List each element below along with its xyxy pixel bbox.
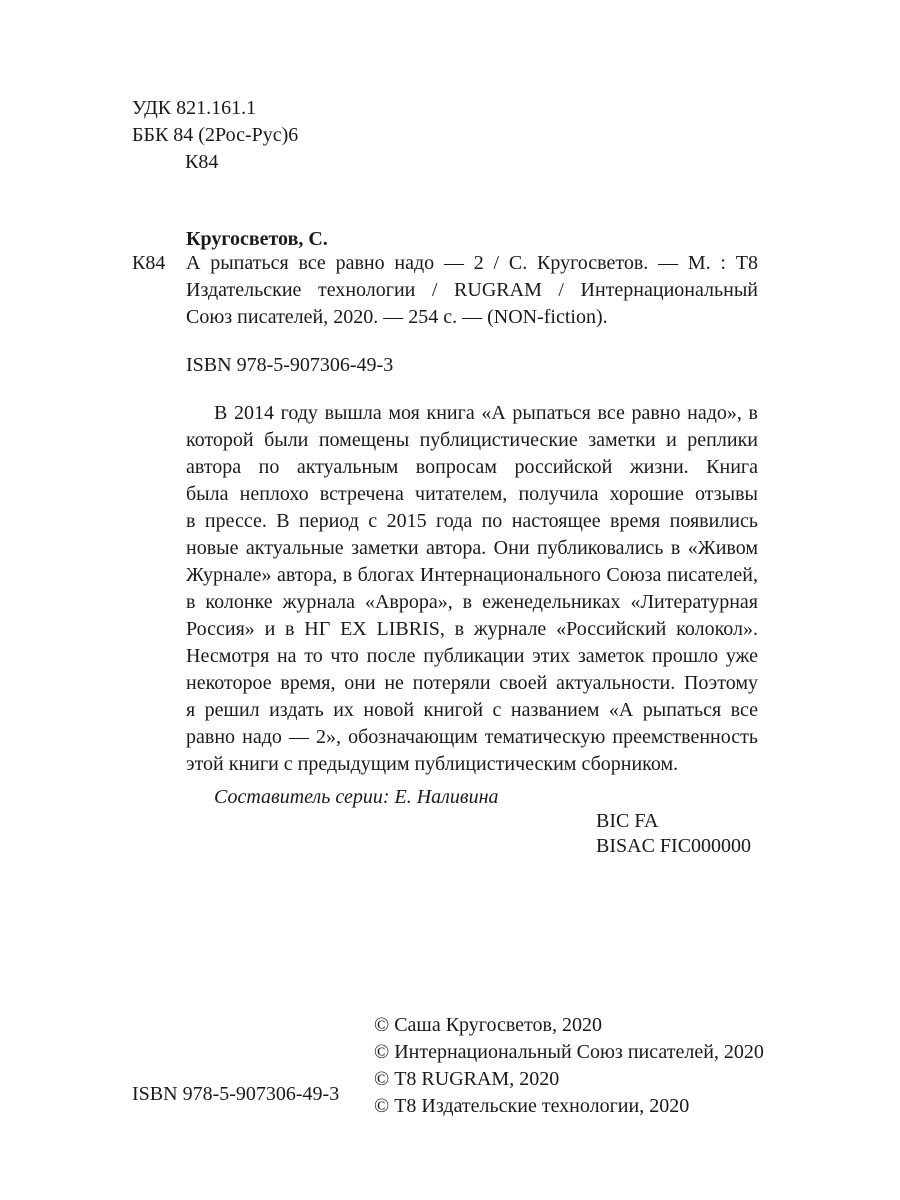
copyright-line: © Т8 Издательские технологии, 2020 bbox=[374, 1095, 690, 1117]
copyright-line: © Т8 RUGRAM, 2020 bbox=[374, 1068, 560, 1090]
annotation-line: новые актуальные заметки автора. Они публиковались в «Живом bbox=[186, 537, 758, 559]
annotation-line: я решил издать их новой книгой с названием «А рыпаться все bbox=[186, 699, 758, 721]
annotation-line: в колонке журнала «Аврора», в еженедельниках «Литературная bbox=[186, 591, 758, 613]
copyright-line: © Саша Кругосветов, 2020 bbox=[374, 1014, 602, 1036]
annotation-line: этой книги с предыдущим публицистическим сборником. bbox=[186, 753, 679, 775]
annotation-line: Журнале» автора, в блогах Интернационального Союза писателей, bbox=[186, 564, 758, 586]
annotation-line: которой были помещены публицистические заметки и реплики bbox=[186, 429, 758, 451]
annotation bbox=[186, 400, 758, 778]
bic-code: BIC FA bbox=[596, 810, 659, 832]
annotation-line: в прессе. В период с 2015 года по настоящее время появились bbox=[186, 510, 758, 532]
copyright-line: © Интернациональный Союз писателей, 2020 bbox=[374, 1041, 764, 1063]
annotation-line: Россия» и в НГ EX LIBRIS, в журнале «Российский колокол». bbox=[186, 618, 758, 640]
entry-line: А рыпаться все равно надо — 2 / С. Кругосветов. — М. : Т8 bbox=[186, 252, 758, 274]
entry-author: Кругосветов, С. bbox=[186, 228, 328, 250]
annotation-line: автора по актуальным вопросам российской жизни. Книга bbox=[186, 456, 758, 478]
udk-code: УДК 821.161.1 bbox=[132, 97, 257, 119]
entry-line: Союз писателей, 2020. — 254 с. — (NON-fiction). bbox=[186, 306, 608, 328]
isbn-bottom: ISBN 978-5-907306-49-3 bbox=[132, 1083, 340, 1105]
entry-line: Издательские технологии / RUGRAM / Интернациональный bbox=[186, 279, 758, 301]
author-code: К84 bbox=[185, 151, 219, 173]
entry-side-code: К84 bbox=[132, 252, 166, 274]
copyright-block bbox=[374, 1012, 764, 1120]
annotation-line: В 2014 году вышла моя книга «А рыпаться все равно надо», в bbox=[214, 402, 758, 424]
bbk-code: ББК 84 (2Рос-Рус)6 bbox=[132, 124, 299, 146]
annotation-line: Несмотря на то что после публикации этих заметок прошло уже bbox=[186, 645, 758, 667]
isbn: ISBN 978-5-907306-49-3 bbox=[186, 354, 394, 376]
annotation-line: равно надо — 2», обозначающим тематическую преемственность bbox=[186, 726, 758, 748]
bibliographic-entry bbox=[186, 250, 758, 331]
series-compiler: Составитель серии: Е. Наливина bbox=[214, 786, 499, 808]
bisac-code: BISAC FIC000000 bbox=[596, 835, 752, 857]
annotation-line: некоторое время, они не потеряли своей актуальности. Поэтому bbox=[186, 672, 758, 694]
annotation-line: была неплохо встречена читателем, получила хорошие отзывы bbox=[186, 483, 758, 505]
